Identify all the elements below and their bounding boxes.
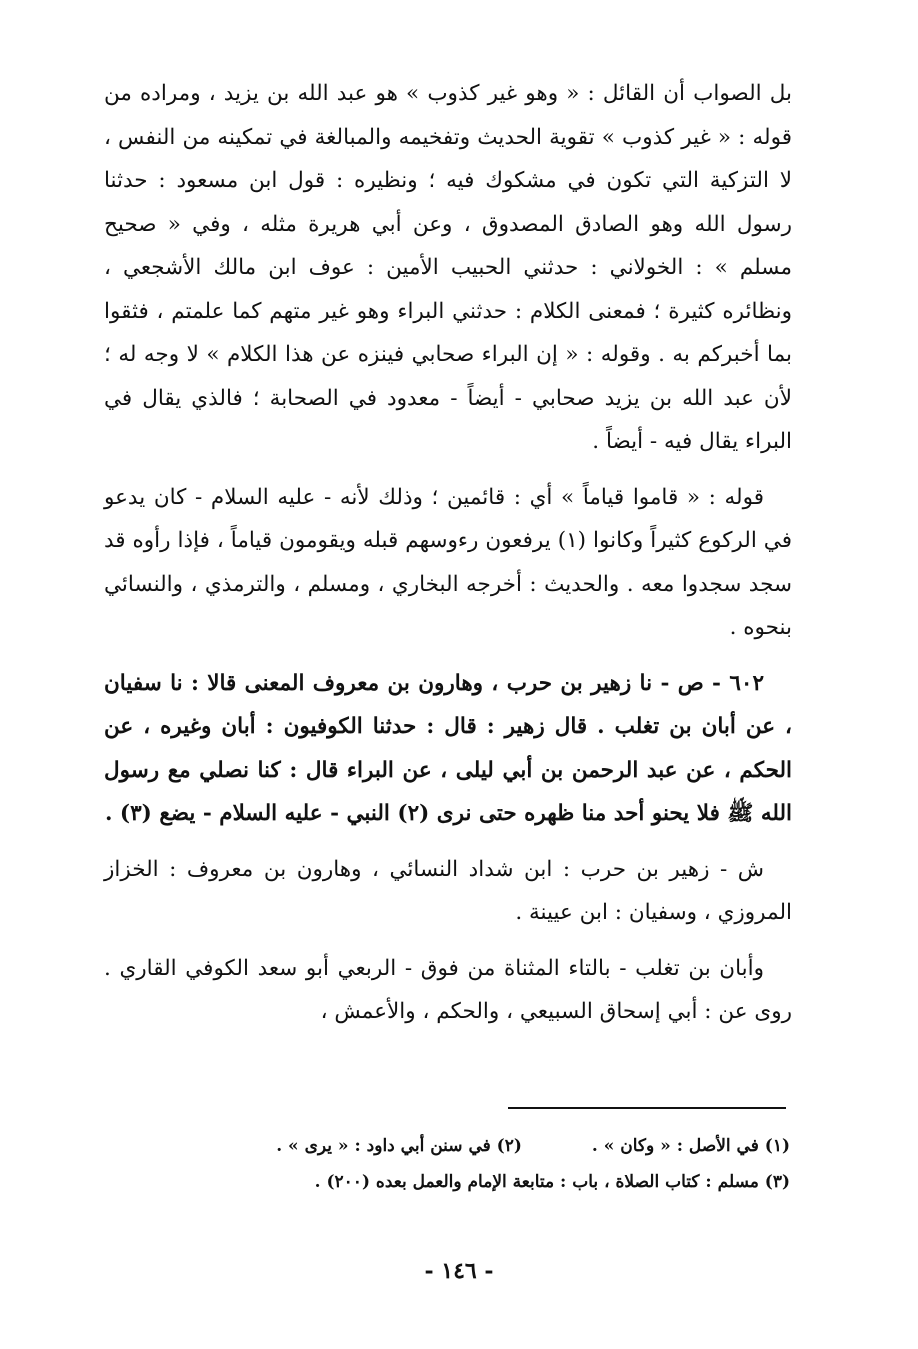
footnote-row-2 [140, 1164, 790, 1200]
footnotes [140, 1128, 790, 1200]
footnote-3: (٣) مسلم : كتاب الصلاة ، باب : متابعة الإمام والعمل بعده (٢٠٠) . [314, 1172, 790, 1192]
footnote-1: (١) في الأصل : « وكان » . [591, 1136, 790, 1156]
paragraph-hadith-602: ٦٠٢ - ص - نا زهير بن حرب ، وهارون بن معروف المعنى قالا : نا سفيان ، عن أبان بن تغلب . قال زهير : قال : حدثنا الكوفيون : أبان وغيره ، عن الحكم ، عن عبد الرحمن بن أبي ليلى ، عن البراء قال : كنا نصلي مع رسول الله ﷺ فلا يحنو أحد منا ظهره حتى نرى (٢) النبي - عليه السلام - يضع (٣) . [104, 670, 792, 826]
body-text [104, 72, 792, 1034]
paragraph-commentary-4: وأبان بن تغلب - بالتاء المثناة من فوق - الربعي أبو سعد الكوفي القاري . روى عن : أبي إسحاق السبيعي ، والحكم ، والأعمش ، [104, 955, 792, 1024]
paragraph-commentary-1: بل الصواب أن القائل : « وهو غير كذوب » هو عبد الله بن يزيد ، ومراده من قوله : « غير كذوب » تقوية الحديث وتفخيمه والمبالغة في تمكينه من النفس ، لا التزكية التي تكون في مشكوك فيه ؛ ونظيره : قول ابن مسعود : حدثنا رسول الله وهو الصادق المصدوق ، وعن أبي هريرة مثله ، وفي « صحيح مسلم » : الخولاني : حدثني الحبيب الأمين : عوف ابن مالك الأشجعي ، ونظائره كثيرة ؛ فمعنى الكلام : حدثني البراء وهو غير متهم كما علمتم ، فثقوا بما أخبركم به . وقوله : « إن البراء صحابي فينزه عن هذا الكلام » لا وجه له ؛ لأن عبد الله بن يزيد صحابي - أيضاً - معدود في الصحابة ؛ فالذي يقال في البراء يقال فيه - أيضاً . [104, 81, 792, 454]
footnote-row-1 [140, 1128, 790, 1164]
paragraph-commentary-3: ش - زهير بن حرب : ابن شداد النسائي ، وهارون بن معروف : الخزاز المروزي ، وسفيان : ابن عيينة . [104, 856, 792, 925]
footnote-divider [508, 1107, 786, 1109]
paragraph-commentary-2: قوله : « قاموا قياماً » أي : قائمين ؛ وذلك لأنه - عليه السلام - كان يدعو في الركوع كثيراً وكانوا (١) يرفعون رءوسهم قبله ويقومون قياماً ، فإذا رأوه قد سجد سجدوا معه . والحديث : أخرجه البخاري ، ومسلم ، والترمذي ، والنسائي بنحوه . [104, 484, 792, 640]
footnote-2: (٢) في سنن أبي داود : « يرى » . [276, 1136, 522, 1156]
page-number: - ١٤٦ - [424, 1258, 494, 1284]
